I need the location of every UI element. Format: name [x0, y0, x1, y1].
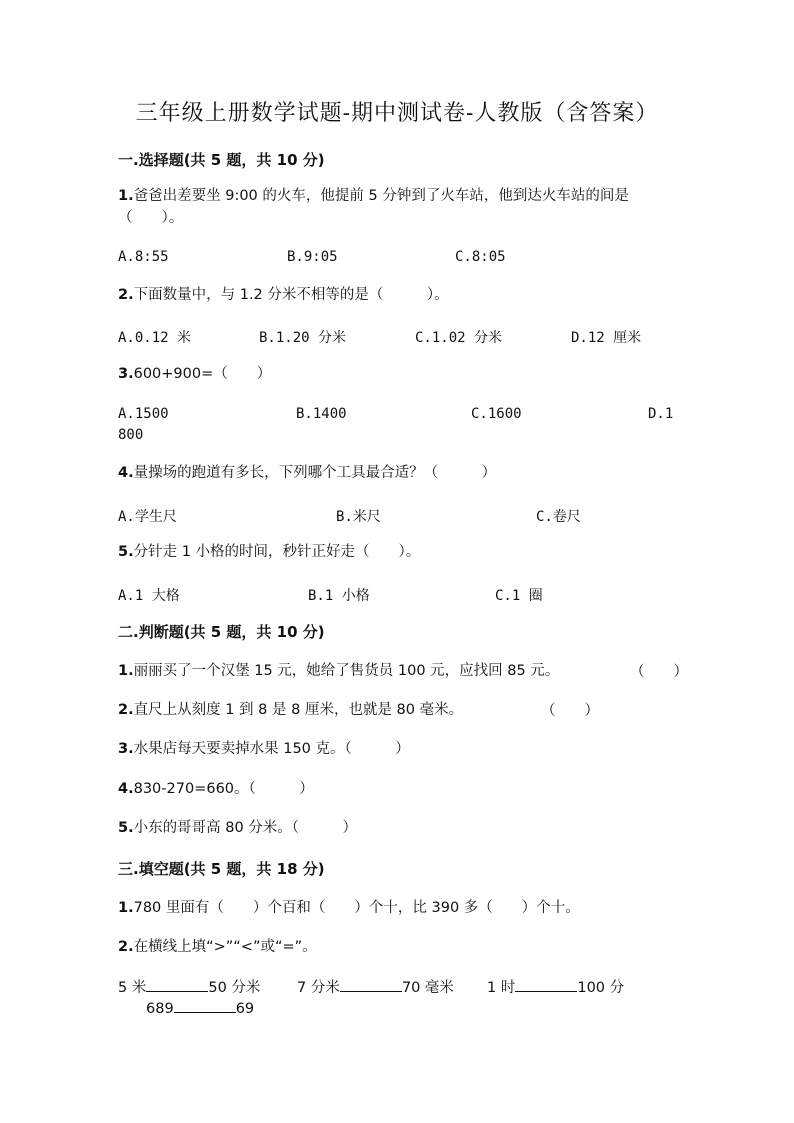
question-text-cont: （ ）。: [118, 210, 184, 226]
option-a: A.1 大格: [118, 588, 180, 604]
choice-question-4: [118, 462, 698, 484]
question-number: 4.: [118, 781, 134, 797]
question-number: 2.: [118, 939, 134, 955]
question-text: 830-270=660。（ ）: [133, 781, 314, 797]
judge-question-1: [118, 660, 698, 682]
option-b: B.1400: [296, 406, 347, 422]
answer-paren: （ ）: [630, 664, 688, 680]
option-d-wrap: 800: [118, 427, 144, 443]
option-b: B.1 小格: [308, 588, 370, 604]
option-b: B.米尺: [336, 509, 381, 525]
option-d: D.1: [648, 406, 674, 422]
question-text: 在横线上填“>”“<”或“=”。: [133, 939, 317, 955]
compare-right: 70 毫米: [401, 980, 454, 996]
section-heading-fill: 三.填空题(共 5 题，共 18 分): [118, 860, 325, 878]
option-c: C.1 圈: [495, 588, 543, 604]
question-text: 600+900=（ ）: [133, 366, 272, 382]
question-text: 水果店每天要卖掉水果 150 克。（ ）: [133, 741, 410, 757]
compare-left: 689: [146, 1001, 174, 1017]
option-b: B.1.20 分米: [259, 330, 347, 346]
option-a: A.学生尺: [118, 509, 177, 525]
question-text: 量操场的跑道有多长，下列哪个工具最合适？（ ）: [133, 465, 497, 481]
question-text: 下面数量中，与 1.2 分米不相等的是（ ）。: [133, 287, 449, 303]
option-a: A.8:55: [118, 249, 169, 265]
option-d: D.12 厘米: [571, 330, 642, 346]
answer-blank[interactable]: [146, 977, 208, 992]
question-text: 爸爸出差要坐 9:00 的火车，他提前 5 分钟到了火车站，他到达火车站的间是: [133, 188, 629, 204]
option-a: A.0.12 米: [118, 330, 192, 346]
fill-question-1: [118, 897, 698, 919]
judge-question-4: [118, 778, 698, 800]
question-text: 丽丽买了一个汉堡 15 元，她给了售货员 100 元，应找回 85 元。: [133, 663, 560, 679]
compare-item-4: [146, 998, 254, 1017]
answer-paren: （ ）: [541, 703, 599, 719]
compare-right: 100 分: [577, 980, 625, 996]
question-number: 1.: [118, 188, 134, 204]
question-text: 780 里面有（ ）个百和（ ）个十，比 390 多（ ）个十。: [133, 900, 580, 916]
choice-question-2: [118, 284, 698, 306]
section-heading-judge: 二.判断题(共 5 题，共 10 分): [118, 623, 325, 641]
question-number: 5.: [118, 544, 134, 560]
question-number: 2.: [118, 702, 134, 718]
judge-question-5: [118, 817, 698, 839]
judge-question-3: [118, 738, 698, 760]
question-text: 小东的哥哥高 80 分米。（ ）: [133, 820, 358, 836]
compare-left: 1 时: [487, 980, 516, 996]
question-text: 直尺上从刻度 1 到 8 是 8 厘米，也就是 80 毫米。: [133, 702, 464, 718]
compare-left: 5 米: [118, 980, 147, 996]
judge-question-2: [118, 699, 698, 721]
option-c: C.卷尺: [536, 509, 581, 525]
question-number: 2.: [118, 287, 134, 303]
option-c: C.8:05: [455, 249, 506, 265]
question-number: 5.: [118, 820, 134, 836]
compare-right: 50 分米: [208, 980, 261, 996]
option-c: C.1600: [471, 406, 522, 422]
compare-right: 69: [235, 1001, 255, 1017]
question-number: 1.: [118, 900, 134, 916]
question-number: 4.: [118, 465, 134, 481]
compare-left: 7 分米: [297, 980, 340, 996]
question-number: 1.: [118, 663, 134, 679]
option-c: C.1.02 分米: [415, 330, 503, 346]
answer-blank[interactable]: [174, 998, 236, 1013]
compare-item-2: [297, 976, 454, 997]
answer-blank[interactable]: [340, 977, 402, 992]
compare-item-3: [487, 976, 624, 997]
question-number: 3.: [118, 741, 134, 757]
question-text: 分针走 1 小格的时间，秒针正好走（ ）。: [133, 544, 421, 560]
fill-question-2: [118, 936, 698, 958]
question-number: 3.: [118, 366, 134, 382]
answer-blank[interactable]: [515, 977, 577, 992]
option-b: B.9:05: [287, 249, 338, 265]
page-title: 三年级上册数学试题-期中测试卷-人教版（含答案）: [135, 101, 659, 126]
section-heading-choice: 一.选择题(共 5 题，共 10 分): [118, 151, 325, 169]
compare-item-1: [118, 976, 260, 997]
choice-question-5: [118, 541, 698, 563]
choice-question-1: [118, 185, 698, 229]
choice-question-3: [118, 363, 698, 385]
option-a: A.1500: [118, 406, 169, 422]
